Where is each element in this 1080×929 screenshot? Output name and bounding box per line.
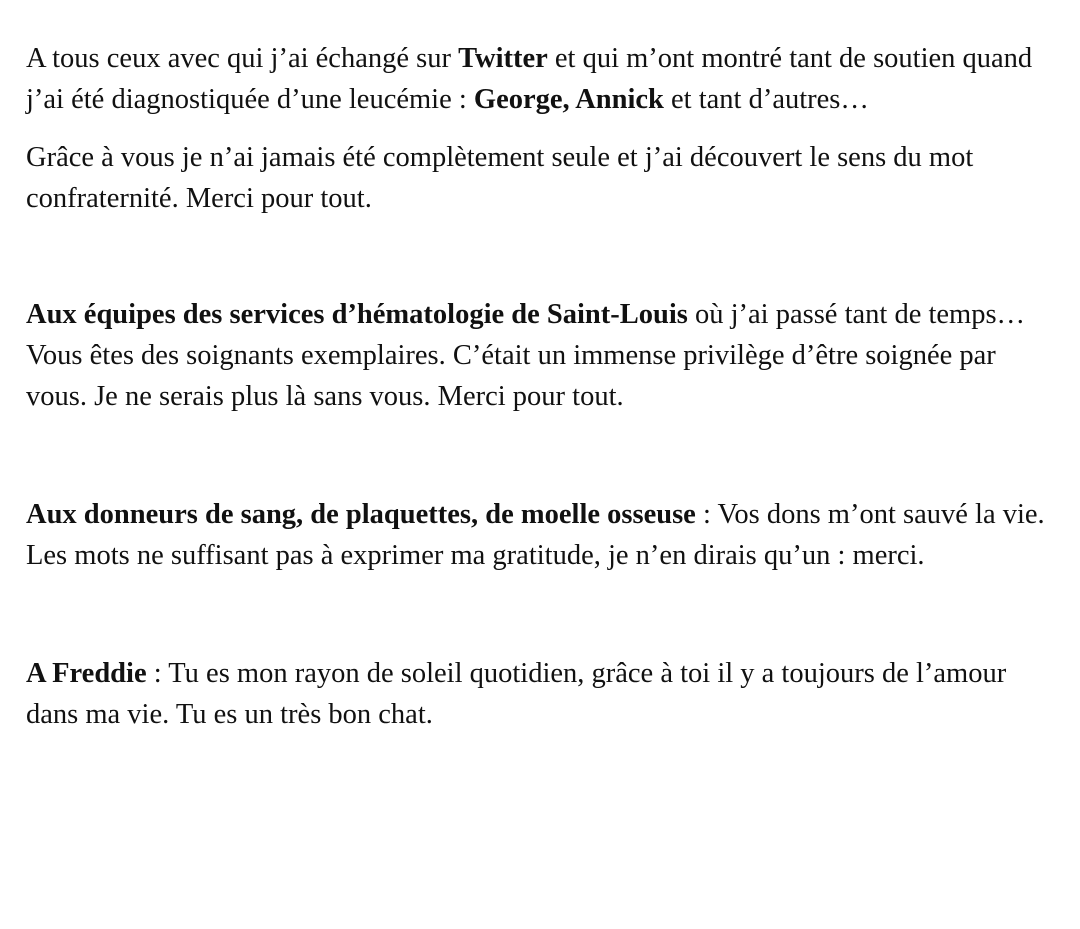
document-page [26,38,1056,735]
paragraph-text: A tous ceux avec qui j’ai échangé sur [26,43,459,74]
paragraph-text: : Vos dons m’ont sauvé la vie. Les mots ne suffisant pas à exprimer ma gratitude, je n’en dirais qu’un : merci. [26,499,1045,571]
paragraph-spacer [26,120,1056,137]
bold-text: George, Annick [473,84,664,115]
bold-text: Aux équipes des services d’hématologie de Saint-Louis [26,299,688,330]
paragraph-text: : Tu es mon rayon de soleil quotidien, grâce à toi il y a toujours de l’amour dans ma vie. Tu es un très bon chat. [26,658,1007,730]
bold-text: A Freddie [26,658,147,689]
paragraph-text: et qui m’ont montré tant de soutien quand j’ai été diagnostiquée d’une leucémie : [26,43,1033,115]
paragraph-freddie [26,653,1056,735]
paragraph-text: Grâce à vous je n’ai jamais été complètement seule et j’ai découvert le sens du mot confraternité. Merci pour tout. [26,142,974,214]
paragraph-twitter-thanks [26,38,1056,120]
paragraph-text: et tant d’autres… [663,84,869,115]
paragraph-confraternity [26,137,1056,219]
paragraph-spacer [26,576,1056,653]
paragraph-text: où j’ai passé tant de temps… Vous êtes des soignants exemplaires. C’était un immense privilège d’être soignée par vous. Je ne serais plus là sans vous. Merci pour tout. [26,299,1026,412]
paragraph-spacer [26,417,1056,494]
paragraph-spacer [26,219,1056,294]
bold-text: Twitter [458,43,548,74]
bold-text: Aux donneurs de sang, de plaquettes, de moelle osseuse [26,499,696,530]
paragraph-hematology-teams [26,294,1056,417]
paragraph-donors [26,494,1056,576]
